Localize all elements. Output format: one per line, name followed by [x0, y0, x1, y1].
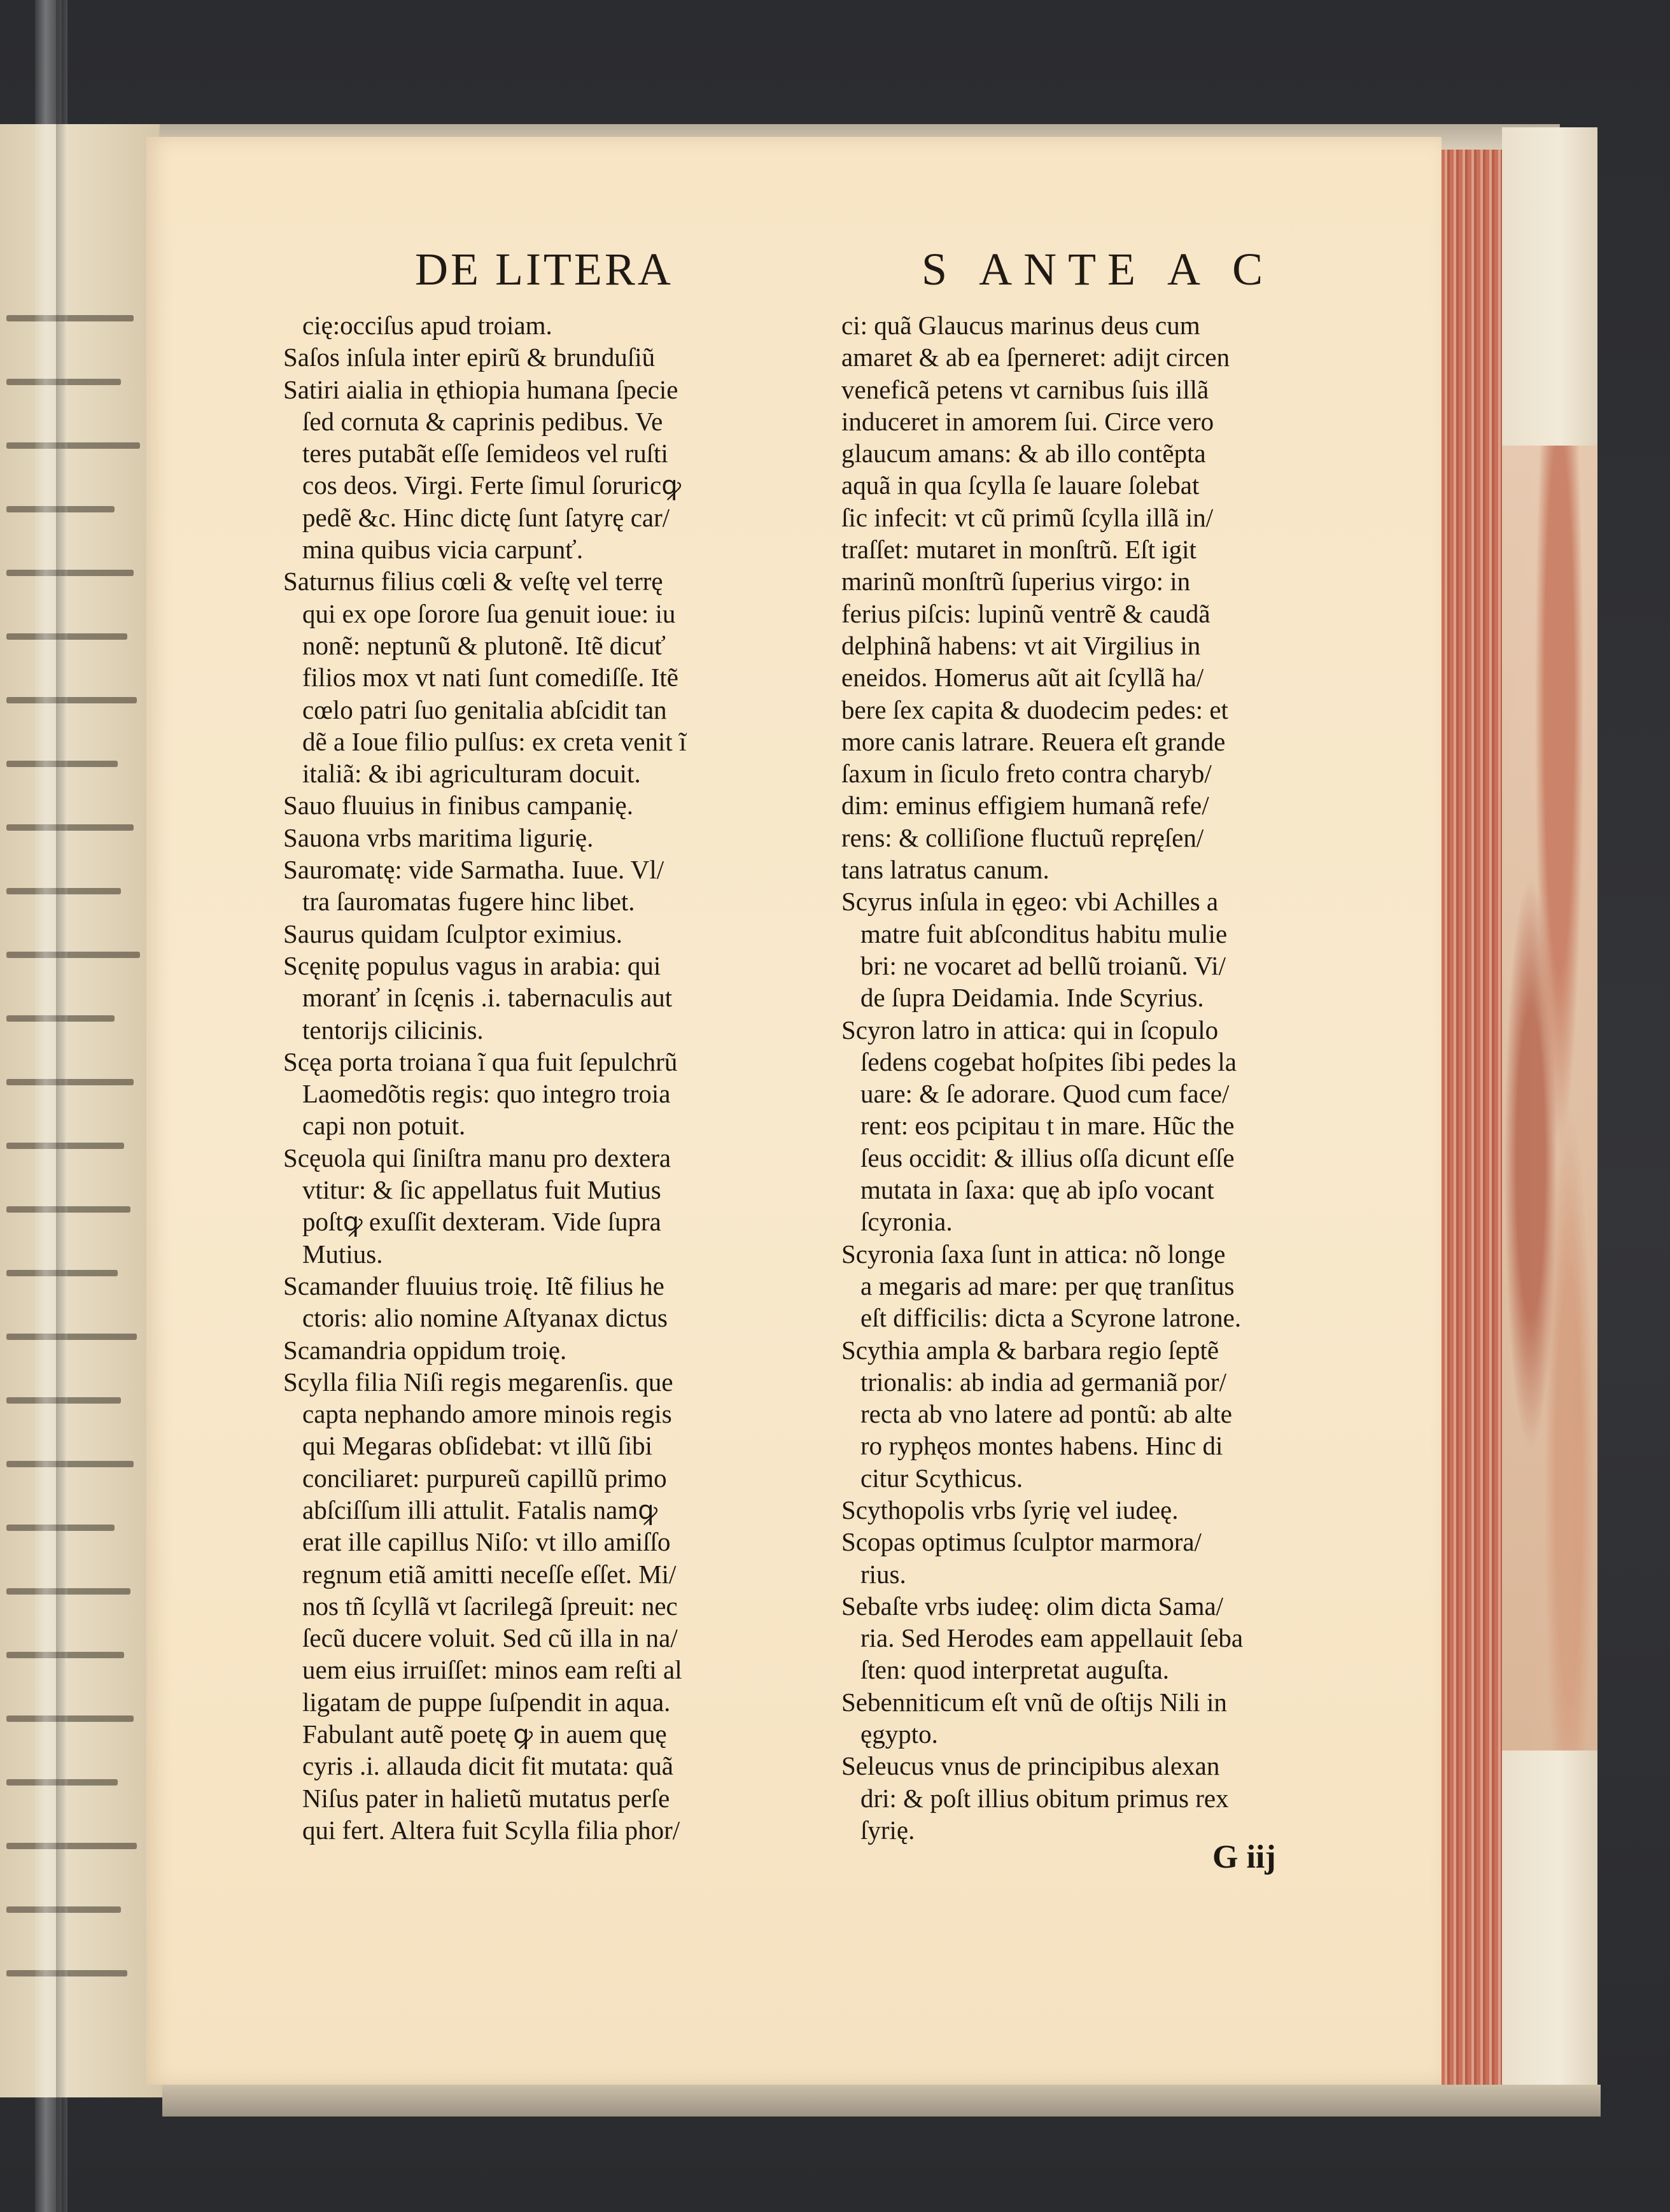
text-line: de ſupra Deidamia. Inde Scyrius. [860, 983, 1204, 1013]
text-line: qui fert. Altera fuit Scylla filia phor/ [302, 1815, 680, 1845]
text-line: Niſus pater in halietũ mutatus perſe [302, 1783, 670, 1813]
text-line: nonẽ: neptunũ & plutonẽ. Itẽ dicuť [302, 630, 666, 660]
text-line: rens: & colliſione fluctuũ repręſen/ [841, 822, 1204, 852]
red-page-edges [1432, 150, 1502, 2085]
text-line: cię:occiſus apud troiam. [302, 311, 552, 340]
text-line: capi non potuit. [302, 1111, 466, 1141]
text-line: delphinã habens: vt ait Virgilius in [841, 630, 1201, 660]
text-line: Scyron latro in attica: qui in ſcopulo [841, 1015, 1219, 1045]
text-line: bri: ne vocaret ad bellũ troianũ. Vi/ [860, 950, 1226, 980]
text-line: dẽ a Ioue filio pulſus: ex creta venit ĩ [302, 726, 687, 756]
text-line: Satiri aialia in ęthiopia humana ſpecie [283, 374, 678, 404]
text-line: ſyrię. [860, 1815, 915, 1845]
text-line: mina quibus vicia carpunť. [302, 535, 584, 565]
text-line: uem eius irruiſſet: minos eam reſti al [302, 1655, 682, 1685]
text-line: Saturnus filius cœli & veſtę vel terrę [283, 567, 663, 596]
text-line: ſed cornuta & caprinis pedibus. Ve [302, 406, 663, 436]
text-line: ſten: quod interpretat auguſta. [860, 1655, 1170, 1685]
text-line: vtitur: & ſic appellatus fuit Mutius [302, 1175, 661, 1205]
text-line: abſciſſum illi attulit. Fatalis namꝙ [302, 1495, 658, 1525]
text-line: amaret & ab ea ſperneret: adijt circen [841, 342, 1230, 372]
text-line: conciliaret: purpureũ capillũ primo [302, 1463, 667, 1493]
text-line: Fabulant autẽ poetę ꝙ in auem quę [302, 1719, 667, 1749]
text-line: moranť in ſcęnis .i. tabernaculis aut [302, 983, 673, 1013]
text-line: qui ex ope ſorore ſua genuit ioue: iu [302, 598, 676, 628]
text-line: bere ſex capita & duodecim pedes: et [841, 694, 1228, 724]
text-line: capta nephando amore minois regis [302, 1399, 672, 1429]
text-line: ſcyronia. [860, 1207, 953, 1237]
book-bottom-edge [162, 2085, 1601, 2117]
text-line: more canis latrare. Reuera eſt grande [841, 726, 1226, 756]
text-line: Scythia ampla & barbara regio ſeptẽ [841, 1335, 1219, 1365]
text-line: Sauromatę: vide Sarmatha. Iuue. Vl/ [283, 855, 664, 885]
text-line: cos deos. Virgi. Ferte ſimul ſoruricꝙ [302, 470, 682, 500]
text-line: nos tñ ſcyllã vt ſacrilegã ſpreuit: nec [302, 1591, 678, 1621]
text-line: Sauo fluuius in finibus campanię. [283, 791, 633, 821]
text-line: ro ryphęos montes habens. Hinc di [860, 1431, 1223, 1461]
text-line: erat ille capillus Niſo: vt illo amiſſo [302, 1527, 671, 1557]
right-text-column [841, 309, 1243, 1846]
text-line: ſaxum in ſiculo freto contra charyb/ [841, 759, 1212, 789]
text-line: ctoris: alio nomine Aſtyanax dictus [302, 1303, 668, 1333]
text-line: Saſos inſula inter epirũ & brunduſiũ [283, 342, 656, 372]
text-line: ſeus occidit: & illius oſſa dicunt eſſe [860, 1143, 1235, 1173]
text-line: veneficã petens vt carnibus ſuis illã [841, 374, 1209, 404]
glass-holder-shadow [56, 0, 67, 2212]
text-line: aquã in qua ſcylla ſe lauare ſolebat [841, 470, 1200, 500]
text-line: ria. Sed Herodes eam appellauit ſeba [860, 1623, 1244, 1653]
text-line: Mutius. [302, 1239, 383, 1269]
text-line: induceret in amorem ſui. Circe vero [841, 406, 1214, 436]
text-line: trionalis: ab india ad germaniã por/ [860, 1367, 1226, 1397]
text-line: mutata in ſaxa: quę ab ipſo vocant [860, 1175, 1214, 1205]
text-line: Scamandria oppidum troię. [283, 1335, 567, 1365]
text-line: dim: eminus effigiem humanã refe/ [841, 791, 1209, 821]
text-line: ligatam de puppe ſuſpendit in aqua. [302, 1687, 671, 1717]
text-line: Laomedõtis regis: quo integro troia [302, 1079, 671, 1109]
text-line: tra ſauromatas fugere hinc libet. [302, 887, 635, 917]
text-line: tentorijs cilicinis. [302, 1015, 484, 1045]
marbled-endpaper [1502, 446, 1597, 1751]
running-header-right: S ANTE A C [922, 244, 1275, 295]
text-line: cœlo patri ſuo genitalia abſcidit tan [302, 694, 667, 724]
text-line: glaucum amans: & ab illo contẽpta [841, 439, 1206, 468]
text-line: citur Scythicus. [860, 1463, 1023, 1493]
text-line: a megaris ad mare: per quę tranſitus [860, 1271, 1235, 1300]
text-line: ęgypto. [860, 1719, 938, 1749]
left-text-column [283, 309, 686, 1846]
text-line: pedẽ &c. Hinc dictę ſunt ſatyrę car/ [302, 502, 670, 532]
text-line: Sebaſte vrbs iudeę: olim dicta Sama/ [841, 1591, 1224, 1621]
text-line: Scythopolis vrbs ſyrię vel iudeę. [841, 1495, 1179, 1525]
text-line: Scyronia ſaxa ſunt in attica: nõ longe [841, 1239, 1226, 1269]
text-line: italiã: & ibi agriculturam docuit. [302, 759, 641, 789]
signature-mark: G iij [1212, 1839, 1276, 1875]
text-line: uare: & ſe adorare. Quod cum face/ [860, 1079, 1230, 1109]
running-header-left: DE LITERA [415, 244, 673, 295]
text-line: Sebenniticum eſt vnũ de oſtijs Nili in [841, 1687, 1227, 1717]
text-line: tans latratus canum. [841, 855, 1049, 885]
text-line: filios mox vt nati ſunt comediſſe. Itẽ [302, 663, 678, 693]
text-line: matre fuit abſconditus habitu mulie [860, 919, 1228, 948]
text-line: dri: & poſt illius obitum primus rex [860, 1783, 1229, 1813]
text-line: Scopas optimus ſculptor marmora/ [841, 1527, 1202, 1557]
text-line: recta ab vno latere ad pontũ: ab alte [860, 1399, 1232, 1429]
text-line: marinũ monſtrũ ſuperius virgo: in [841, 567, 1191, 596]
text-line: Scęnitę populus vagus in arabia: qui [283, 950, 661, 980]
text-line: Scęa porta troiana ĩ qua fuit ſepulchrũ [283, 1046, 678, 1076]
text-line: teres putabãt eſſe ſemideos vel ruſti [302, 439, 668, 468]
text-line: Saurus quidam ſculptor eximius. [283, 919, 622, 948]
text-line: Scamander fluuius troię. Itẽ filius he [283, 1271, 664, 1300]
text-line: cyris .i. allauda dicit fit mutata: quã [302, 1751, 673, 1781]
text-line: Scęuola qui ſiniſtra manu pro dextera [283, 1143, 671, 1173]
text-line: ſecũ ducere voluit. Sed cũ illa in na/ [302, 1623, 678, 1653]
text-line: traſſet: mutaret in monſtrũ. Eſt igit [841, 535, 1196, 565]
text-line: poſtꝙ exuſſit dexteram. Vide ſupra [302, 1207, 661, 1237]
text-line: rius. [860, 1559, 906, 1589]
text-line: eſt difficilis: dicta a Scyrone latrone. [860, 1303, 1242, 1333]
text-line: Scyrus inſula in ęgeo: vbi Achilles a [841, 887, 1219, 917]
text-line: eneidos. Homerus aũt ait ſcyllã ha/ [841, 663, 1204, 693]
text-line: rent: eos pcipitau t in mare. Hũc the [860, 1111, 1235, 1141]
text-line: ſic infecit: vt cũ primũ ſcylla illã in/ [841, 502, 1214, 532]
text-line: qui Megaras obſidebat: vt illũ ſibi [302, 1431, 652, 1461]
text-line: regnum etiã amitti neceſſe eſſet. Mi/ [302, 1559, 677, 1589]
text-line: Seleucus vnus de principibus alexan [841, 1751, 1220, 1781]
text-line: ſedens cogebat hoſpites ſibi pedes la [860, 1046, 1237, 1076]
text-line: Sauona vrbs maritima ligurię. [283, 822, 594, 852]
text-line: ferius piſcis: lupinũ ventrẽ & caudã [841, 598, 1210, 628]
text-line: ci: quã Glaucus marinus deus cum [841, 311, 1200, 340]
text-line: Scylla filia Niſi regis megarenſis. que [283, 1367, 673, 1397]
